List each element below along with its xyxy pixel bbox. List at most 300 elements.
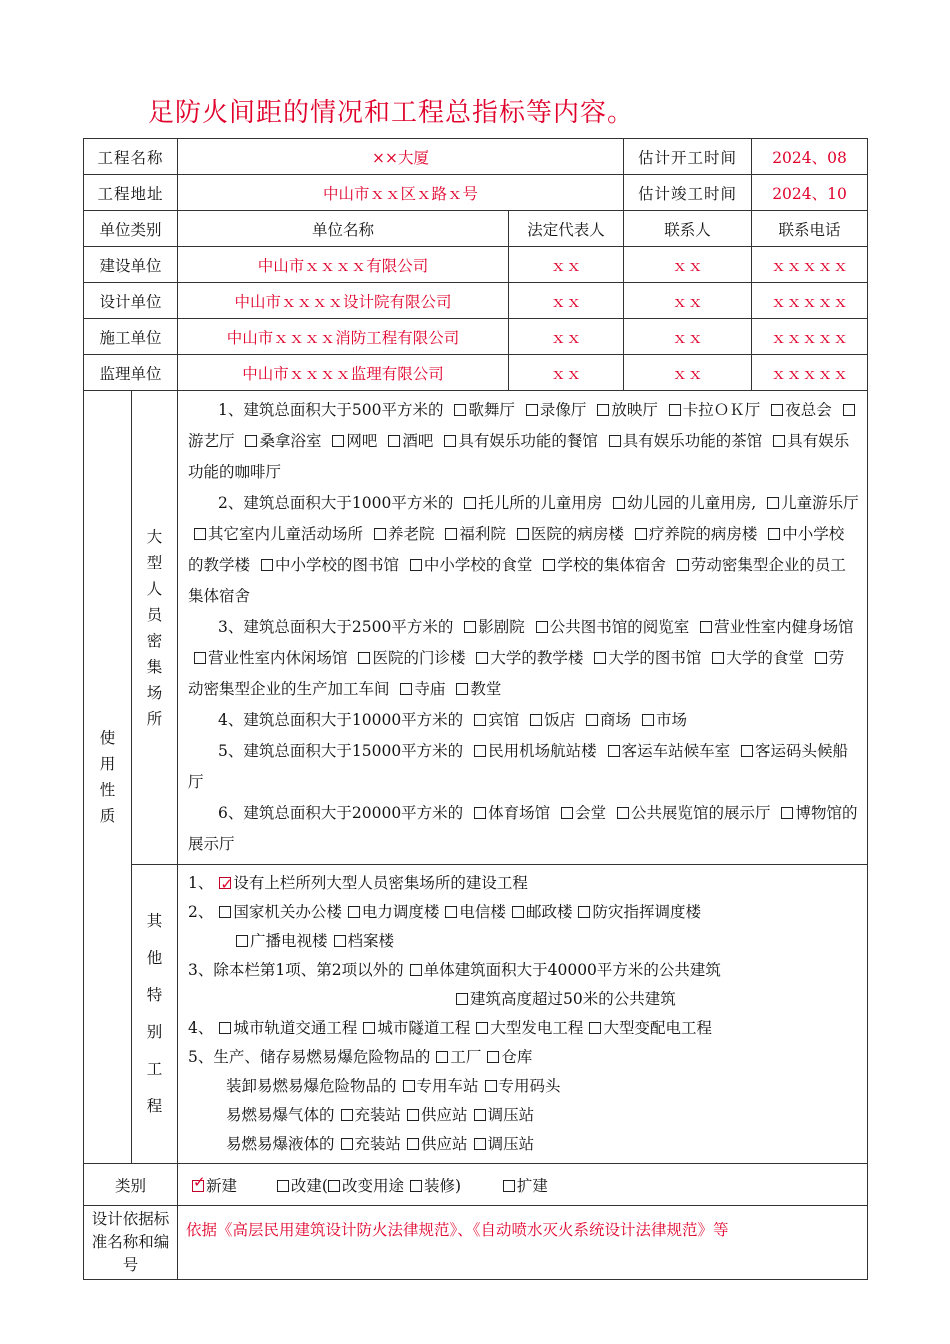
other-item-5d-prefix: 易燃易爆液体的 (226, 1135, 335, 1153)
vertical-label-char: 使 (99, 729, 116, 747)
checkbox-icon[interactable] (400, 683, 412, 695)
checkbox-icon[interactable] (388, 435, 400, 447)
checkbox-label: 儿童游乐厅 (781, 494, 859, 512)
checkbox-label: 歌舞厅 (468, 401, 515, 419)
checkbox-option[interactable] (479, 1077, 561, 1095)
checkbox-option[interactable] (213, 903, 342, 921)
checkbox-icon[interactable] (474, 1109, 486, 1121)
other-item-3 (188, 956, 859, 985)
unit-contact[interactable]: ｘｘ (624, 355, 752, 391)
checkbox-label: 专用码头 (498, 1077, 561, 1095)
crowded-options (178, 391, 868, 865)
checkbox-icon[interactable] (712, 652, 724, 664)
checkbox-option[interactable] (607, 494, 756, 512)
checkbox-icon[interactable] (530, 714, 542, 726)
checkbox-icon[interactable] (781, 807, 793, 819)
checkbox-label: 民用机场航站楼 (488, 742, 597, 760)
value-project-name[interactable]: ××大厦 (178, 139, 624, 175)
checkbox-label: 具有娱乐功能的咖啡厅 (188, 432, 850, 481)
checkbox-label: 疗养院的病房楼 (648, 525, 758, 543)
checkbox-option[interactable] (468, 742, 597, 760)
other-item-5c (188, 1101, 859, 1130)
checkbox-icon[interactable] (334, 935, 346, 947)
basis-value[interactable]: 依据《高层民用建筑设计防火法律规范》、《自动喷水灭火系统设计法律规范》等 (178, 1206, 868, 1280)
checkbox-label: 宾馆 (488, 711, 520, 729)
checkbox-label: 劳动密集型企业的生产加工车间 (188, 649, 845, 698)
checkbox-icon[interactable] (586, 714, 598, 726)
checkbox-icon[interactable] (741, 745, 753, 757)
unit-name[interactable]: 中山市ｘｘｘｘ监理有限公司 (178, 355, 509, 391)
other-item-5d (188, 1130, 859, 1159)
other-item-5 (188, 1043, 859, 1072)
checkbox-label: 充装站 (354, 1106, 402, 1124)
row-project-name (84, 139, 868, 175)
checkbox-icon[interactable] (487, 1051, 499, 1063)
crowded-item-prefix: 2、建筑总面积大于1000平方米的 (218, 494, 454, 512)
checkbox-label: 大型发电工程 (490, 1019, 584, 1037)
checkbox-icon[interactable] (245, 435, 257, 447)
header-unit-category: 单位类别 (84, 211, 178, 247)
checkbox-option[interactable] (583, 1019, 712, 1037)
checkbox-option[interactable] (470, 1019, 583, 1037)
checkbox-icon[interactable] (261, 559, 273, 571)
category-label: 类别 (84, 1164, 178, 1206)
checkbox-icon[interactable] (436, 1051, 448, 1063)
checkbox-option[interactable] (401, 1106, 468, 1124)
checkbox-icon[interactable] (328, 1180, 340, 1192)
checkbox-option[interactable] (765, 401, 832, 419)
checkbox-option[interactable] (588, 649, 701, 667)
checkbox-option[interactable] (603, 432, 763, 450)
category-rebuild: 改建( (290, 1176, 328, 1195)
checkbox-option[interactable] (537, 556, 666, 574)
checkbox-option[interactable] (481, 1048, 532, 1066)
checkbox-option[interactable] (368, 525, 435, 543)
checkbox-option[interactable] (611, 804, 771, 822)
other-item-2-options (213, 903, 701, 921)
checkbox-icon[interactable] (194, 652, 206, 664)
checkbox-label: 大学的教学楼 (490, 649, 584, 667)
checkbox-icon[interactable] (608, 745, 620, 757)
unit-rep[interactable]: ｘｘ (509, 355, 624, 391)
unit-category: 设计单位 (84, 283, 178, 319)
other-options (178, 865, 868, 1164)
checkbox-label: 寺庙 (414, 680, 446, 698)
checkbox-icon[interactable] (476, 652, 488, 664)
unit-category: 监理单位 (84, 355, 178, 391)
unit-name[interactable]: 中山市ｘｘｘｘ设计院有限公司 (178, 283, 509, 319)
checkbox-option[interactable] (213, 1019, 357, 1037)
checkbox-label: 幼儿园的儿童用房, (627, 494, 757, 512)
units-header-row (84, 211, 868, 247)
checkbox-icon[interactable] (410, 964, 422, 976)
checkbox-label: 影剧院 (478, 618, 525, 636)
unit-phone[interactable]: ｘｘｘｘｘ (752, 283, 868, 319)
vertical-label-char: 大 (146, 527, 163, 546)
checkbox-icon[interactable] (815, 652, 827, 664)
checkbox-icon[interactable] (635, 528, 647, 540)
checkbox-option[interactable] (761, 494, 859, 512)
checkbox-icon[interactable] (543, 559, 555, 571)
checkbox-icon[interactable] (277, 1180, 289, 1192)
crowded-item-prefix: 1、建筑总面积大于500平方米的 (218, 401, 444, 419)
category-change-use: 改变用途 (341, 1176, 404, 1195)
checkbox-option[interactable] (255, 556, 399, 574)
checkbox-option[interactable] (520, 401, 587, 419)
crowded-item-prefix: 4、建筑总面积大于10000平方米的 (218, 711, 464, 729)
basis-label: 设计依据标准名称和编号 (84, 1206, 178, 1280)
checkbox-icon[interactable] (700, 621, 712, 633)
checkbox-icon[interactable] (474, 807, 486, 819)
other-item-4-prefix: 4、 (188, 1019, 214, 1037)
checkbox-icon[interactable] (771, 404, 783, 416)
unit-contact[interactable]: ｘｘ (624, 319, 752, 355)
checkbox-label: 工厂 (450, 1048, 482, 1066)
checkbox-option[interactable] (394, 680, 445, 698)
other-label (132, 865, 178, 1164)
checkbox-option[interactable] (326, 432, 377, 450)
category-expand: 扩建 (516, 1176, 548, 1195)
checkbox-label: 医院的病房楼 (530, 525, 624, 543)
checkbox-icon[interactable] (456, 683, 468, 695)
checkbox-icon[interactable] (341, 1109, 353, 1121)
checkbox-option[interactable] (572, 903, 701, 921)
category-options (178, 1164, 868, 1206)
checkbox-icon[interactable] (332, 435, 344, 447)
checkbox-label: 养老院 (387, 525, 435, 543)
category-new: 新建 (206, 1176, 238, 1195)
header-legal-rep: 法定代表人 (509, 211, 624, 247)
checkbox-label: 托儿所的儿童用房 (478, 494, 603, 512)
checkbox-option[interactable] (328, 932, 395, 950)
unit-rep[interactable]: ｘｘ (509, 319, 624, 355)
other-item-4-options (213, 1019, 712, 1037)
checkbox-icon[interactable] (454, 404, 466, 416)
vertical-label-char: 所 (146, 709, 163, 728)
vertical-label-char: 型 (146, 553, 163, 572)
checkbox-label: 专用车站 (416, 1077, 479, 1095)
checkbox-label: 夜总会 (785, 401, 832, 419)
checkbox-label: 国家机关办公楼 (233, 903, 342, 921)
unit-row (84, 247, 868, 283)
checkbox-option[interactable] (352, 649, 465, 667)
value-end-time[interactable]: 2024、10 (752, 175, 868, 211)
checkbox-label: 福利院 (459, 525, 506, 543)
checkbox-option[interactable] (602, 742, 731, 760)
checkbox-option[interactable] (382, 432, 433, 450)
checkbox-icon[interactable] (358, 652, 370, 664)
crowded-item (188, 488, 859, 612)
other-item-5b-prefix: 装卸易燃易爆危险物品的 (226, 1077, 397, 1095)
checkbox-icon[interactable] (445, 906, 457, 918)
value-start-time[interactable]: 2024、08 (752, 139, 868, 175)
vertical-label-char: 其 (146, 912, 163, 930)
checkbox-icon[interactable] (517, 528, 529, 540)
header-unit-name: 单位名称 (178, 211, 509, 247)
checkbox-icon[interactable] (410, 1180, 422, 1192)
vertical-label-char: 用 (99, 755, 116, 773)
label-project-name: 工程名称 (84, 139, 178, 175)
checkbox-option[interactable] (591, 401, 658, 419)
checkbox-icon[interactable] (341, 1138, 353, 1150)
unit-phone[interactable]: ｘｘｘｘｘ (752, 319, 868, 355)
checkbox-label: 广播电视楼 (250, 932, 328, 950)
other-item-5b (188, 1072, 859, 1101)
checkbox-icon[interactable] (843, 404, 855, 416)
label-project-address: 工程地址 (84, 175, 178, 211)
checkbox-option[interactable] (335, 1106, 402, 1124)
vertical-label-char: 他 (146, 949, 163, 967)
checkbox-label: 调压站 (487, 1106, 535, 1124)
checkbox-icon[interactable] (512, 906, 524, 918)
checkbox-icon[interactable] (363, 1022, 375, 1034)
other-item-1-label: 设有上栏所列大型人员密集场所的建设工程 (233, 874, 528, 892)
unit-contact[interactable]: ｘｘ (624, 247, 752, 283)
checkbox-icon[interactable] (617, 807, 629, 819)
checkbox-label: 营业性室内健身场馆 (714, 618, 854, 636)
checkbox-label: 仓库 (501, 1048, 533, 1066)
checkbox-option[interactable] (636, 711, 687, 729)
vertical-label-char: 性 (99, 781, 116, 799)
checkbox-icon[interactable] (403, 1080, 415, 1092)
checkbox-label: 大型变配电工程 (603, 1019, 712, 1037)
checkbox-icon[interactable] (536, 621, 548, 633)
other-item-5d-options (335, 1135, 535, 1153)
crowded-item (188, 395, 859, 488)
checkbox-icon[interactable] (669, 404, 681, 416)
vertical-label-char: 人 (146, 579, 163, 598)
checkbox-icon[interactable] (597, 404, 609, 416)
unit-phone[interactable]: ｘｘｘｘｘ (752, 247, 868, 283)
other-item-4 (188, 1014, 859, 1043)
checkbox-option[interactable] (230, 932, 328, 950)
checkbox-label: 中小学校的食堂 (423, 556, 533, 574)
unit-name[interactable]: 中山市ｘｘｘｘ消防工程有限公司 (178, 319, 509, 355)
checkbox-option[interactable] (401, 1135, 468, 1153)
checkbox-label: 录像厅 (539, 401, 587, 419)
checkbox-option[interactable] (468, 804, 550, 822)
unit-name[interactable]: 中山市ｘｘｘｘ有限公司 (178, 247, 509, 283)
vertical-label-char: 程 (146, 1097, 163, 1115)
checkbox-option[interactable] (706, 649, 804, 667)
checkbox-icon[interactable] (444, 435, 456, 447)
usage-crowded-row (84, 391, 868, 865)
checkbox-option[interactable] (430, 1048, 481, 1066)
other-item-2 (188, 898, 859, 927)
checkbox-icon[interactable] (609, 435, 621, 447)
checkbox-option[interactable] (530, 618, 690, 636)
checkbox-option[interactable] (580, 711, 631, 729)
vertical-label-char: 别 (146, 1023, 163, 1041)
checkbox-label: 会堂 (575, 804, 607, 822)
checkbox-checked-icon[interactable] (219, 877, 231, 889)
category-row (84, 1164, 868, 1206)
checkbox-option[interactable] (239, 432, 321, 450)
checkbox-label: 博物馆的展示厅 (188, 804, 858, 853)
checkbox-option[interactable] (448, 401, 515, 419)
crowded-label (132, 391, 178, 865)
checkbox-label: 大学的食堂 (726, 649, 804, 667)
checkbox-option[interactable] (439, 525, 506, 543)
other-item-5-prefix: 5、生产、储存易燃易爆危险物品的 (188, 1048, 431, 1066)
checkbox-option[interactable] (458, 618, 525, 636)
checkbox-option[interactable] (458, 494, 602, 512)
checkbox-icon[interactable] (526, 404, 538, 416)
crowded-item (188, 736, 859, 798)
checkbox-option[interactable] (397, 1077, 479, 1095)
unit-rep[interactable]: ｘｘ (509, 283, 624, 319)
label-end-time: 估计竣工时间 (624, 175, 752, 211)
other-item-3-prefix: 3、除本栏第1项、第2项以外的 (188, 961, 404, 979)
checkbox-icon[interactable] (219, 906, 231, 918)
checkbox-option[interactable] (468, 1106, 535, 1124)
checkbox-icon[interactable] (578, 906, 590, 918)
row-project-address (84, 175, 868, 211)
checkbox-option[interactable] (470, 649, 583, 667)
category-decorate: 装修) (423, 1176, 462, 1195)
checkbox-label: 具有娱乐功能的茶馆 (622, 432, 763, 450)
checkbox-option[interactable] (468, 711, 519, 729)
checkbox-label: 中小学校的图书馆 (274, 556, 399, 574)
checkbox-label: 营业性室内休闲场馆 (208, 649, 348, 667)
other-label-text (132, 903, 177, 1125)
checkbox-label: 医院的门诊楼 (372, 649, 466, 667)
checkbox-icon[interactable] (464, 621, 476, 633)
checkbox-icon[interactable] (768, 528, 780, 540)
checkbox-option[interactable] (511, 525, 624, 543)
checkbox-icon[interactable] (642, 714, 654, 726)
checkbox-label: 商场 (600, 711, 632, 729)
other-item-5c-prefix: 易燃易爆气体的 (226, 1106, 335, 1124)
other-item-2-options-cont (230, 932, 394, 950)
checkbox-icon[interactable] (474, 714, 486, 726)
checkbox-icon[interactable] (613, 497, 625, 509)
checkbox-option[interactable] (438, 432, 598, 450)
other-item-3-cont (188, 985, 859, 1014)
checkbox-icon[interactable] (485, 1080, 497, 1092)
checkbox-option[interactable] (450, 680, 501, 698)
other-item-3-opt1: 单体建筑面积大于40000平方米的公共建筑 (423, 961, 721, 979)
other-item-5-options (430, 1048, 532, 1066)
checkbox-icon[interactable] (407, 1109, 419, 1121)
other-item-5c-options (335, 1106, 535, 1124)
header-phone: 联系电话 (752, 211, 868, 247)
checkbox-label: 教堂 (470, 680, 502, 698)
checkbox-icon[interactable] (767, 497, 779, 509)
checkbox-option[interactable] (404, 556, 533, 574)
vertical-label-char: 员 (146, 605, 163, 624)
checkbox-icon[interactable] (236, 935, 248, 947)
checkbox-label: 劳动密集型企业的员工集体宿舍 (188, 556, 846, 605)
checkbox-option[interactable] (439, 903, 506, 921)
checkbox-icon[interactable] (474, 1138, 486, 1150)
checkbox-option[interactable] (335, 1135, 402, 1153)
unit-rep[interactable]: ｘｘ (509, 247, 624, 283)
checkbox-option[interactable] (694, 618, 854, 636)
checkbox-icon[interactable] (589, 1022, 601, 1034)
checkbox-option[interactable] (555, 804, 606, 822)
vertical-label-char: 工 (146, 1060, 163, 1078)
checkbox-option[interactable] (357, 1019, 470, 1037)
checkbox-label: 电力调度楼 (361, 903, 440, 921)
checkbox-option[interactable] (342, 903, 440, 921)
checkbox-icon[interactable] (219, 1022, 231, 1034)
checkbox-icon[interactable] (503, 1180, 515, 1192)
unit-contact[interactable]: ｘｘ (624, 283, 752, 319)
project-form-table (83, 138, 868, 1280)
crowded-item-prefix: 3、建筑总面积大于2500平方米的 (218, 618, 454, 636)
checkbox-icon[interactable] (594, 652, 606, 664)
checkbox-icon[interactable] (476, 1022, 488, 1034)
checkbox-checked-icon[interactable] (192, 1180, 204, 1192)
usage-label-text (84, 725, 131, 829)
unit-category: 建设单位 (84, 247, 178, 283)
checkbox-label: 桑拿浴室 (259, 432, 322, 450)
checkbox-option[interactable] (629, 525, 758, 543)
checkbox-icon[interactable] (348, 906, 360, 918)
usage-label (84, 391, 132, 1164)
checkbox-label: 大学的图书馆 (608, 649, 702, 667)
checkbox-label: 卡拉ＯＫ厅 (682, 401, 761, 419)
page-heading: 足防火间距的情况和工程总指标等内容。 (148, 98, 635, 128)
checkbox-label: 放映厅 (611, 401, 658, 419)
checkbox-icon[interactable] (407, 1138, 419, 1150)
checkbox-label: 饭店 (544, 711, 576, 729)
checkbox-label: 网吧 (346, 432, 378, 450)
value-project-address[interactable]: 中山市ｘｘ区ｘ路ｘ号 (178, 175, 624, 211)
checkbox-icon[interactable] (561, 807, 573, 819)
crowded-item (188, 705, 859, 736)
checkbox-icon[interactable] (474, 745, 486, 757)
checkbox-icon[interactable] (410, 559, 422, 571)
checkbox-label: 市场 (655, 711, 687, 729)
checkbox-label: 其它室内儿童活动场所 (208, 525, 364, 543)
checkbox-option[interactable] (506, 903, 573, 921)
checkbox-icon[interactable] (456, 993, 468, 1005)
checkbox-icon[interactable] (677, 559, 689, 571)
checkbox-option[interactable] (663, 401, 761, 419)
checkbox-label: 档案楼 (347, 932, 395, 950)
checkbox-label: 客运车站候车室 (621, 742, 731, 760)
other-item-5b-options (397, 1077, 561, 1095)
other-item-2-prefix: 2、 (188, 903, 214, 921)
unit-category: 施工单位 (84, 319, 178, 355)
checkbox-label: 公共图书馆的阅览室 (549, 618, 690, 636)
vertical-label-char: 密 (146, 631, 163, 650)
checkbox-label: 供应站 (421, 1135, 468, 1153)
checkbox-icon[interactable] (194, 528, 206, 540)
checkbox-icon[interactable] (464, 497, 476, 509)
checkbox-icon[interactable] (773, 435, 785, 447)
usage-other-row (84, 865, 868, 1164)
unit-phone[interactable]: ｘｘｘｘｘ (752, 355, 868, 391)
checkbox-label: 游艺厅 (188, 432, 235, 450)
checkbox-option[interactable] (468, 1135, 535, 1153)
crowded-item (188, 798, 859, 860)
checkbox-option[interactable] (188, 649, 348, 667)
vertical-label-char: 特 (146, 986, 163, 1004)
basis-row (84, 1206, 868, 1280)
checkbox-option[interactable] (188, 525, 363, 543)
other-item-3-opt2: 建筑高度超过50米的公共建筑 (470, 990, 676, 1008)
checkbox-icon[interactable] (374, 528, 386, 540)
checkbox-label: 中小学校的教学楼 (188, 525, 845, 574)
crowded-item (188, 612, 859, 705)
checkbox-icon[interactable] (445, 528, 457, 540)
checkbox-option[interactable] (524, 711, 575, 729)
unit-row (84, 355, 868, 391)
other-item-1: 1、✓ 设有上栏所列大型人员密集场所的建设工程 (188, 869, 859, 898)
